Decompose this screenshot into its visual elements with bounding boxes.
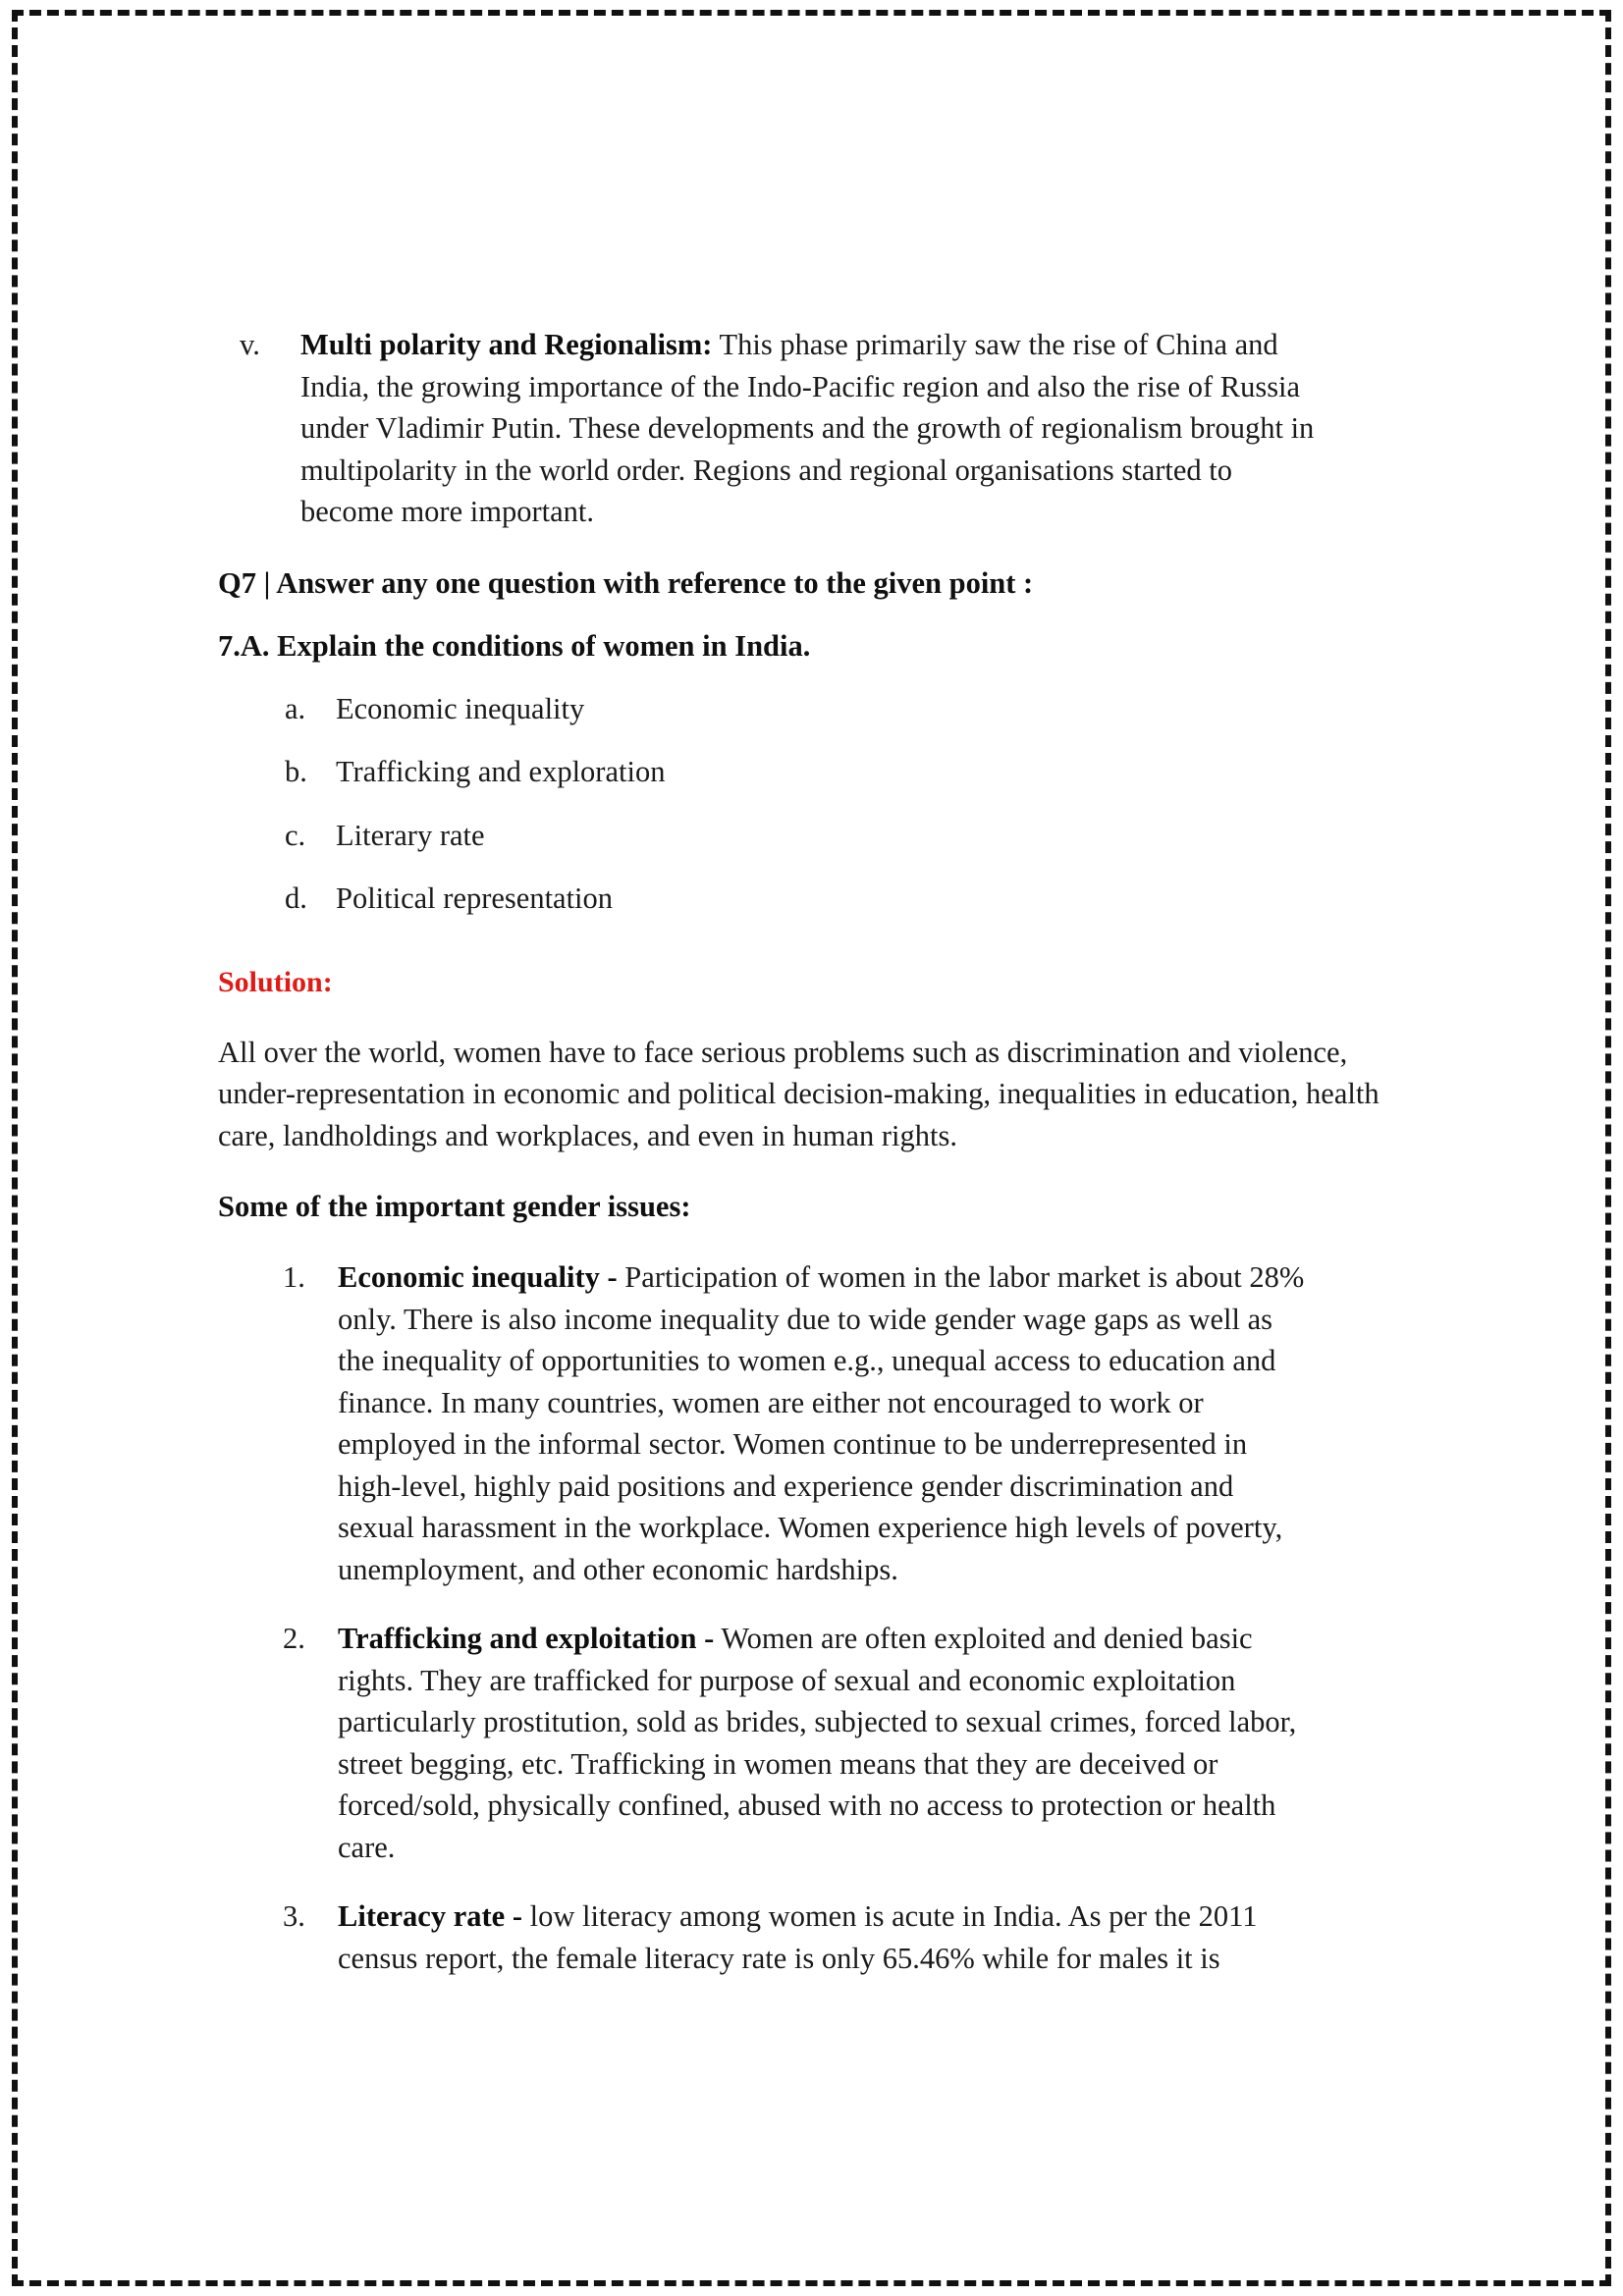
list-item-body bbox=[338, 1896, 1310, 1979]
list-marker-alpha: a. bbox=[285, 691, 306, 725]
list-item-title: Trafficking and exploitation - bbox=[338, 1622, 715, 1655]
spacer bbox=[218, 1156, 1392, 1186]
list-marker-roman: v. bbox=[240, 328, 260, 361]
list-item-text: Literary rate bbox=[336, 818, 485, 852]
roman-numeral-list bbox=[218, 324, 1392, 533]
list-item bbox=[218, 324, 1392, 533]
list-item-text: Trafficking and exploration bbox=[336, 755, 666, 788]
solution-intro-paragraph: All over the world, women have to face serious problems such as discrimination and violence, under-representation in economic and political decision-making, inequalities in education, health care, landholdings and workplaces, and even in human rights. bbox=[218, 1035, 1380, 1152]
list-item bbox=[218, 815, 1392, 857]
spacer bbox=[218, 941, 1392, 963]
list-item bbox=[218, 1256, 1392, 1590]
list-item-text: This phase primarily saw the rise of China and India, the growing importance of the Indo-Pacific region and also the rise of Russia under Vladimir Putin. These developments and the growth of regionalism brought in multipolarity in the world order. Regions and regional organisations started to become more important. bbox=[300, 328, 1315, 528]
list-marker-number: 3. bbox=[283, 1899, 305, 1933]
gender-issues-heading: Some of the important gender issues: bbox=[218, 1190, 691, 1223]
list-item bbox=[218, 1896, 1392, 1979]
list-item bbox=[218, 688, 1392, 730]
list-item-title: Multi polarity and Regionalism: bbox=[300, 328, 713, 361]
list-item-body bbox=[338, 1256, 1310, 1590]
spacer bbox=[218, 1227, 1392, 1256]
spacer bbox=[218, 604, 1392, 625]
list-marker-number: 1. bbox=[283, 1260, 305, 1294]
list-item-text: Women are often exploited and denied basic rights. They are trafficked for purpose of sexual and economic exploitation particularly prostitution, sold as brides, subjected to sexual crimes, forced labor, street begging, etc. Trafficking in women means that they are deceived or forced/sold, physically confined, abused with no access to protection or health care. bbox=[338, 1622, 1297, 1864]
document-content bbox=[218, 324, 1392, 2006]
list-item-text: Participation of women in the labor market is about 28% only. There is also income inequality due to wide gender wage gaps as well as the inequality of opportunities to women e.g., unequal access to education and finance. In many countries, women are either not encouraged to work or employed in the informal sector. Women continue to be underrepresented in high-level, highly paid positions and experience gender discrimination and sexual harassment in the workplace. Women experience high levels of poverty, unemployment, and other economic hardships. bbox=[338, 1260, 1305, 1586]
list-marker-alpha: b. bbox=[285, 755, 307, 788]
list-marker-alpha: c. bbox=[285, 818, 306, 852]
list-item bbox=[218, 1618, 1392, 1868]
list-marker-alpha: d. bbox=[285, 881, 307, 915]
list-item bbox=[218, 751, 1392, 793]
list-item-body bbox=[338, 1618, 1310, 1868]
list-item-text: low literacy among women is acute in India. As per the 2011 census report, the female literacy rate is only 65.46% while for males it is bbox=[338, 1899, 1258, 1975]
spacer bbox=[218, 1002, 1392, 1032]
gender-issues-list bbox=[218, 1256, 1392, 1979]
spacer bbox=[218, 533, 1392, 562]
list-item-text: Political representation bbox=[336, 881, 614, 915]
list-marker-number: 2. bbox=[283, 1622, 305, 1655]
points-list bbox=[218, 688, 1392, 920]
list-item bbox=[218, 878, 1392, 920]
list-item-body bbox=[300, 324, 1317, 533]
list-item-text: Economic inequality bbox=[336, 691, 585, 725]
list-item-title: Literacy rate - bbox=[338, 1899, 522, 1933]
solution-label: Solution: bbox=[218, 965, 333, 998]
subquestion-heading: 7.A. Explain the conditions of women in India. bbox=[218, 628, 811, 663]
spacer bbox=[218, 667, 1392, 688]
list-item-title: Economic inequality - bbox=[338, 1260, 618, 1294]
question-heading: Q7 | Answer any one question with reference to the given point : bbox=[218, 565, 1034, 600]
